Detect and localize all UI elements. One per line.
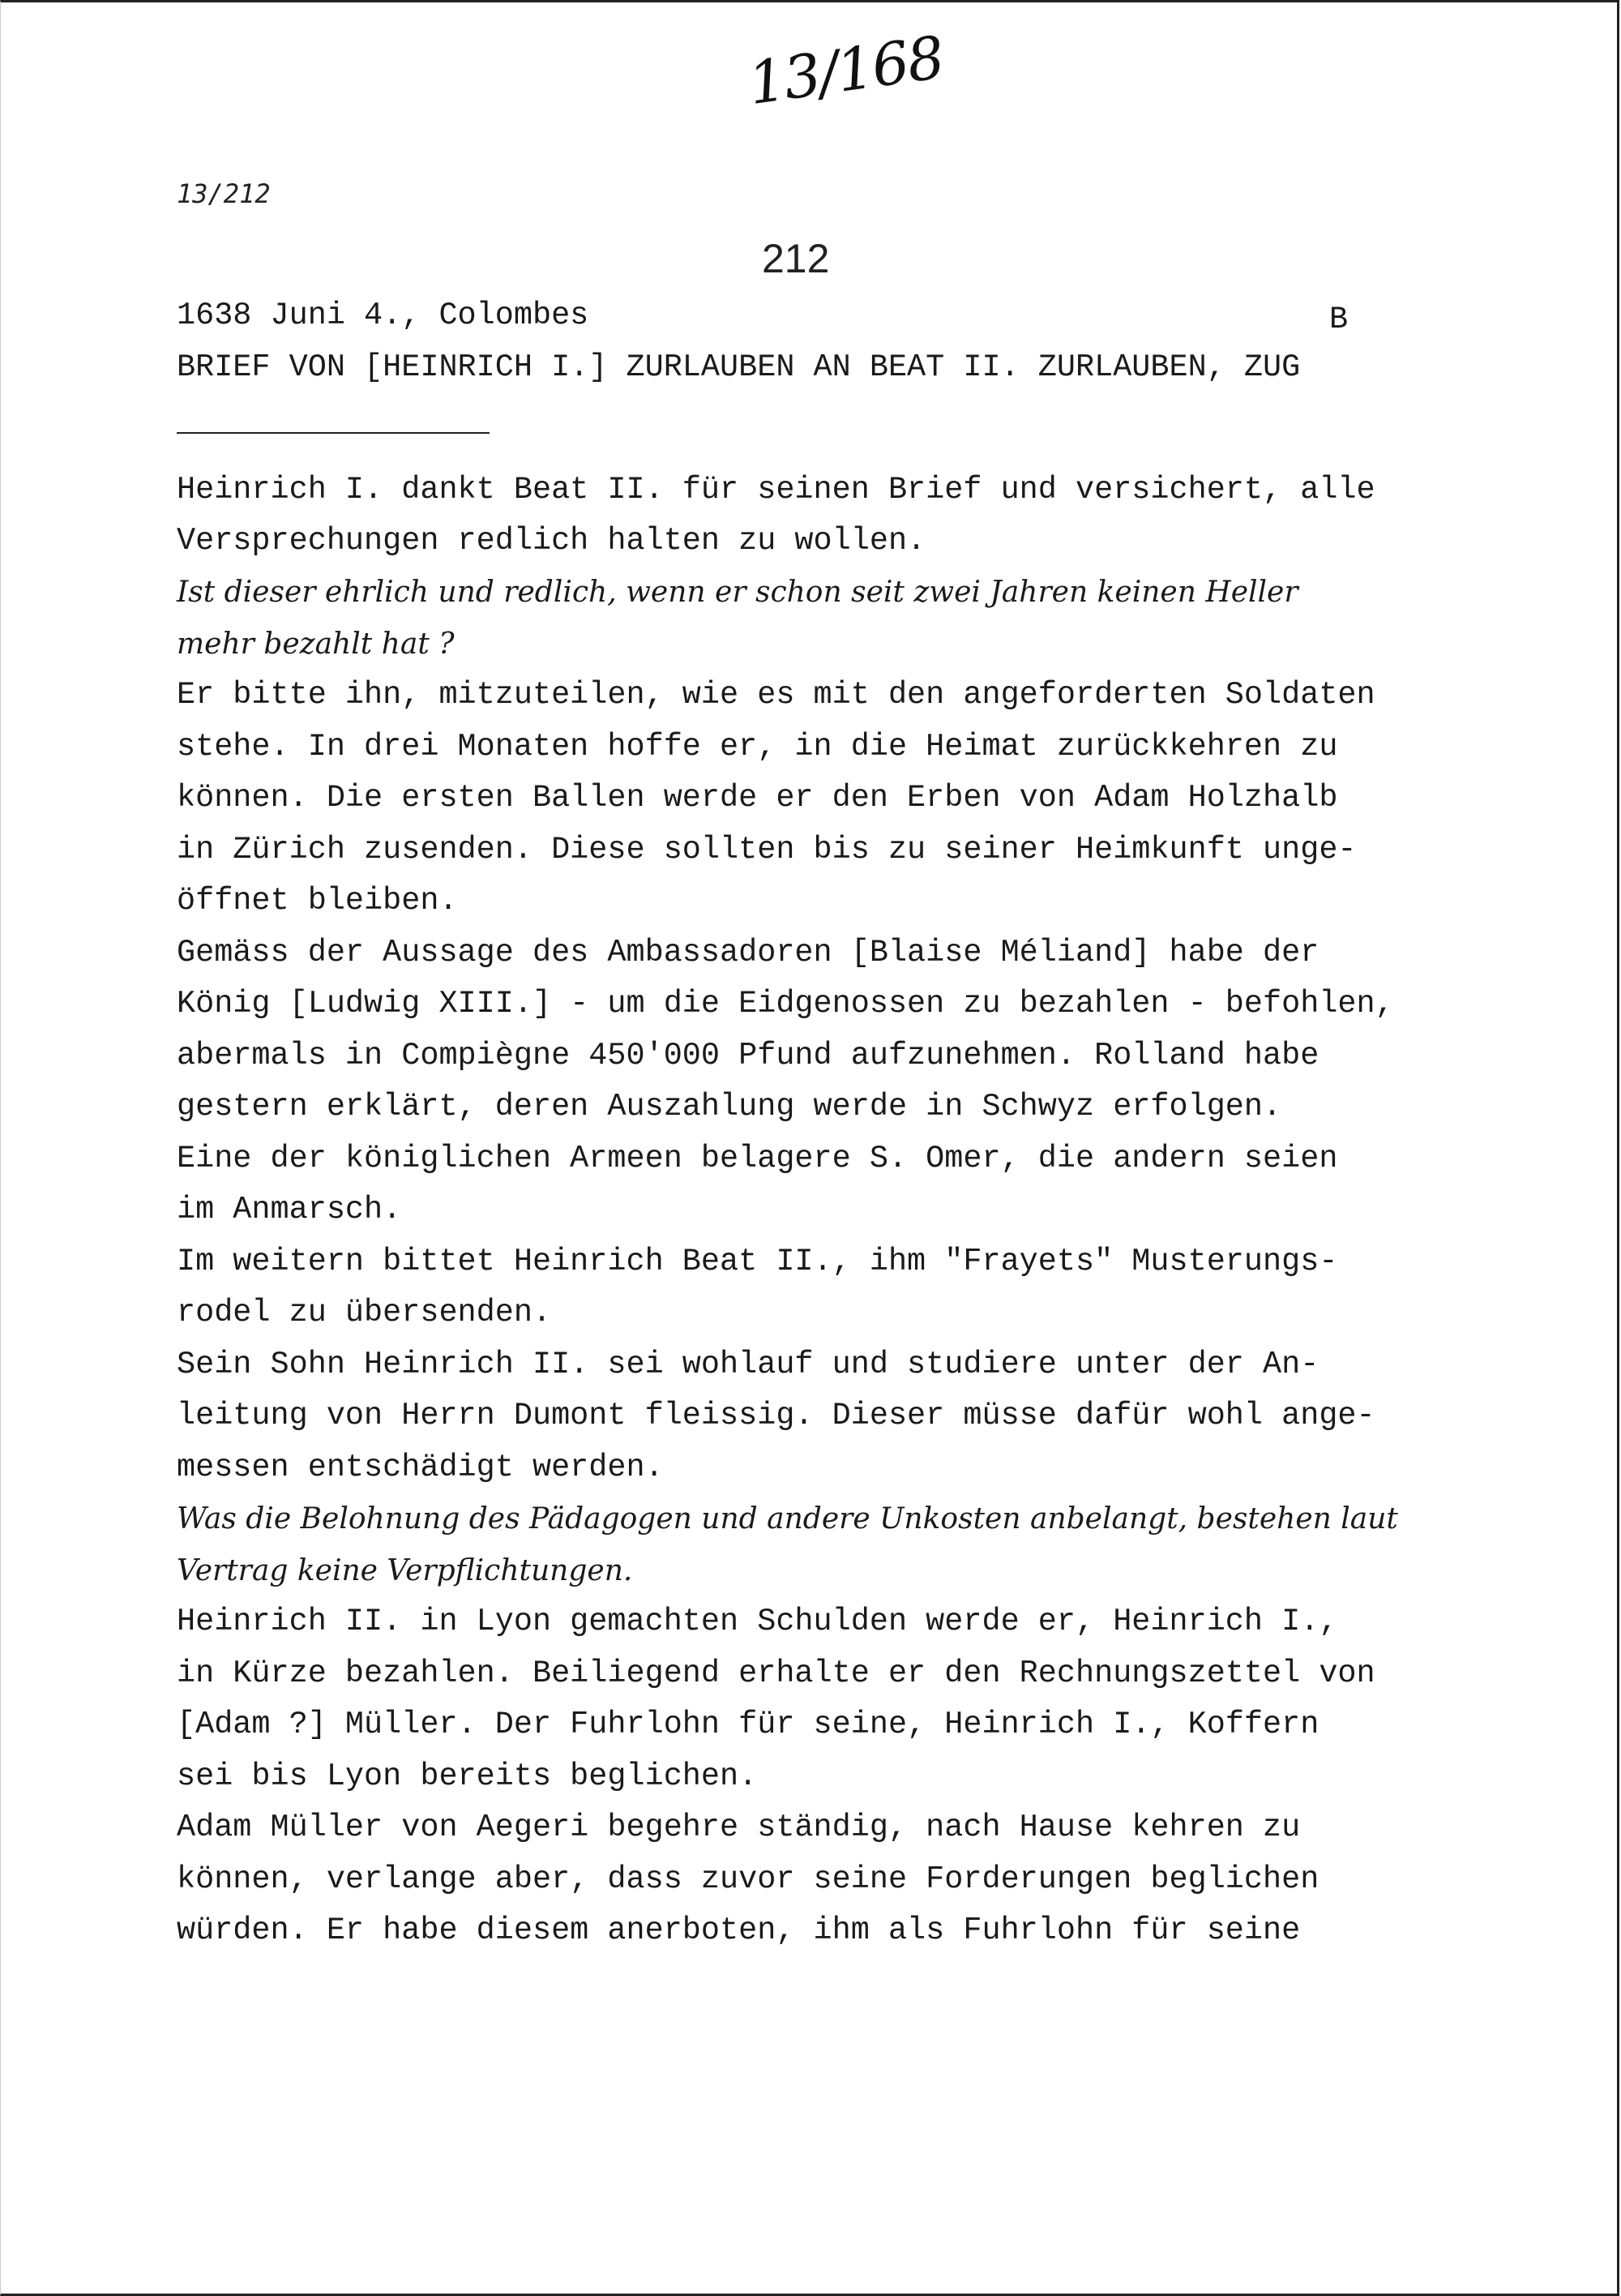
body-text-line: können, verlange aber, dass zuvor seine Forderungen beglichen — [177, 1861, 1319, 1897]
body-text-line: Er bitte ihn, mitzuteilen, wie es mit den angeforderten Soldaten — [177, 677, 1375, 713]
body-text-line: würden. Er habe diesem anerboten, ihm als Fuhrlohn für seine — [177, 1913, 1301, 1948]
body-text-line: im Anmarsch. — [177, 1192, 402, 1227]
body-text-line: Heinrich II. in Lyon gemachten Schulden werde er, Heinrich I., — [177, 1604, 1338, 1639]
body-text-line: König [Ludwig XIII.] - um die Eidgenossen zu bezahlen - befohlen, — [177, 986, 1394, 1022]
body-text-line: öffnet bleiben. — [177, 883, 458, 919]
body-text-line: rodel zu übersenden. — [177, 1295, 552, 1330]
body-text-line: Adam Müller von Aegeri begehre ständig, nach Hause kehren zu — [177, 1810, 1301, 1845]
handwritten-note-line: mehr bezahlt hat ? — [177, 628, 455, 661]
body-text-line: in Kürze bezahlen. Beiliegend erhalte er den Rechnungszettel von — [177, 1656, 1375, 1691]
body-text-line: können. Die ersten Ballen werde er den Erben von Adam Holzhalb — [177, 780, 1338, 816]
body-text-line: Eine der königlichen Armeen belagere S. Omer, die andern seien — [177, 1141, 1338, 1176]
letter-title: BRIEF VON [HEINRICH I.] ZURLAUBEN AN BEAT II. ZURLAUBEN, ZUG — [177, 349, 1301, 385]
body-text-line: leitung von Herrn Dumont fleissig. Dieser müsse dafür wohl ange- — [177, 1398, 1375, 1433]
body-text-line: [Adam ?] Müller. Der Fuhrlohn für seine, Heinrich I., Koffern — [177, 1707, 1319, 1742]
handwritten-note-line: Was die Belohnung des Pädagogen und andere Unkosten anbelangt, bestehen laut — [177, 1502, 1398, 1536]
body-text-line: sei bis Lyon bereits beglichen. — [177, 1758, 758, 1794]
document-reference: 13/212 — [177, 178, 271, 209]
separator-rule — [177, 432, 490, 434]
body-text-line: messen entschädigt werden. — [177, 1450, 664, 1485]
handwritten-note-line: Vertrag keine Verpflichtungen. — [177, 1554, 633, 1587]
body-text-line: Gemäss der Aussage des Ambassadoren [Blaise Méliand] habe der — [177, 935, 1319, 970]
body-text-line: Im weitern bittet Heinrich Beat II., ihm "Frayets" Musterungs- — [177, 1244, 1338, 1279]
handwritten-note-line: Ist dieser ehrlich und redlich, wenn er schon seit zwei Jahren keinen Heller — [177, 576, 1298, 609]
archive-stamp: 13/168 — [744, 23, 947, 118]
body-text-line: Heinrich I. dankt Beat II. für seinen Brief und versichert, alle — [177, 472, 1375, 508]
document-number: 212 — [762, 236, 830, 281]
letter-marker: B — [1329, 302, 1349, 337]
body-text-line: in Zürich zusenden. Diese sollten bis zu seiner Heimkunft unge- — [177, 832, 1357, 867]
body-text-line: stehe. In drei Monaten hoffe er, in die Heimat zurückkehren zu — [177, 729, 1338, 765]
body-text-line: abermals in Compiègne 450'000 Pfund aufzunehmen. Rolland habe — [177, 1038, 1319, 1073]
body-text-line: gestern erklärt, deren Auszahlung werde in Schwyz erfolgen. — [177, 1089, 1282, 1124]
body-text-line: Sein Sohn Heinrich II. sei wohlauf und studiere unter der An- — [177, 1347, 1319, 1382]
body-text-line: Versprechungen redlich halten zu wollen. — [177, 523, 926, 559]
date-place: 1638 Juni 4., Colombes — [177, 298, 589, 333]
